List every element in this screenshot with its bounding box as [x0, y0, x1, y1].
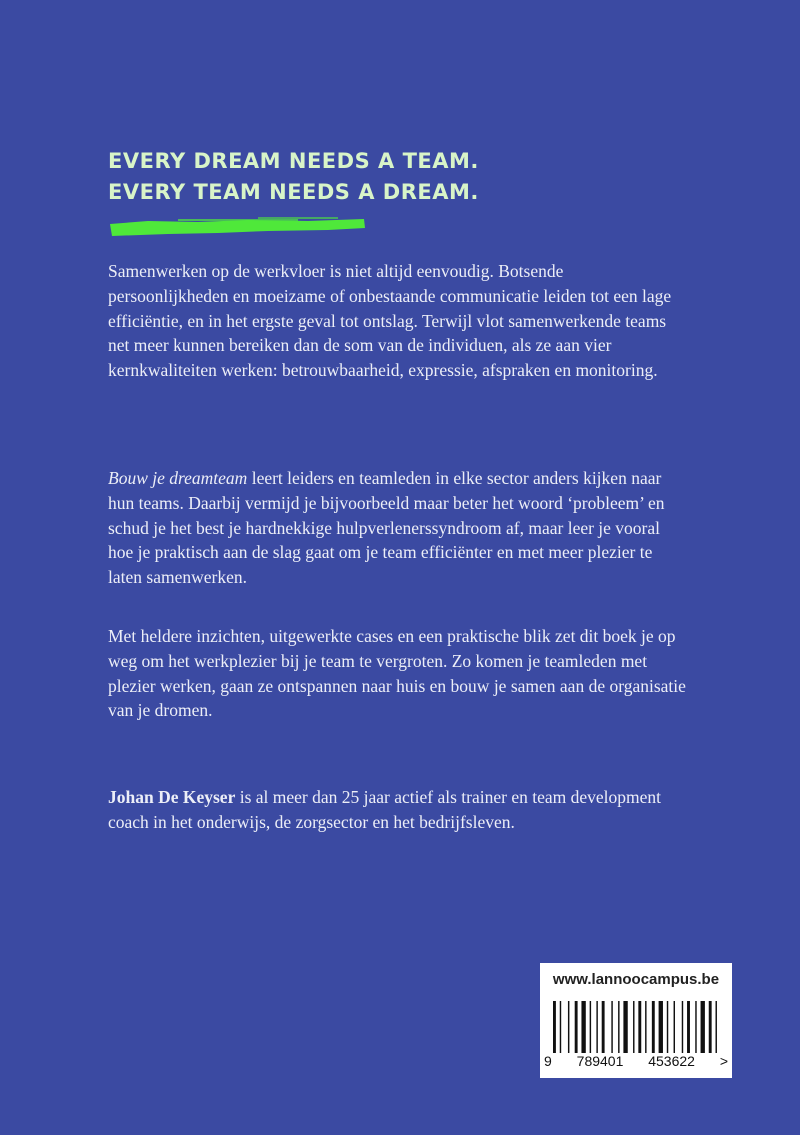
book-title: Bouw je dreamteam	[108, 468, 248, 488]
isbn-group-2: 453622	[648, 1053, 695, 1069]
paragraph-book	[108, 466, 688, 590]
paragraph-insights	[108, 624, 688, 723]
headline	[108, 146, 479, 208]
paragraph-intro-text: Samenwerken op de werkvloer is niet altijd eenvoudig. Botsende persoonlijkheden en moeizame of onbestaande communicatie leiden tot een lage efficiëntie, en in het ergste geval tot ontslag. Terwijl vlot samenwerkende teams net meer kunnen bereiken dan de som van de individuen, als ze aan vier kernkwaliteiten werken: betrouwbaarheid, expressie, afspraken en monitoring.	[108, 261, 672, 381]
paragraph-intro	[108, 259, 688, 383]
paragraph-author	[108, 785, 688, 835]
green-brush-stroke	[108, 216, 366, 238]
isbn-suffix: >	[719, 1053, 728, 1069]
isbn-prefix: 9	[544, 1053, 552, 1069]
paragraph-author-text: is al meer dan 25 jaar actief als trainer en team development coach in het onderwijs, de zorgsector en het bedrijfsleven.	[108, 787, 661, 832]
barcode-box	[540, 963, 732, 1078]
paragraph-book-text: leert leiders en teamleden in elke sector anders kijken naar hun teams. Daarbij vermijd je bijvoorbeeld maar beter het woord ‘probleem’ en schud je het best je hardnekkige hulpverlenerssyndroom af, maar leer je vooral hoe je praktisch aan de slag gaat om je team efficiënter en met meer plezier te laten samenwerken.	[108, 468, 665, 588]
isbn-number	[544, 1053, 728, 1069]
publisher-url: www.lannoocampus.be	[552, 971, 720, 988]
paragraph-insights-text: Met heldere inzichten, uitgewerkte cases en een praktische blik zet dit boek je op weg om het werkplezier bij je team te vergroten. Zo komen je teamleden met plezier werken, gaan ze ontspannen naar huis en bouw je samen aan de organisatie van je dromen.	[108, 626, 686, 721]
author-name: Johan De Keyser	[108, 787, 236, 807]
headline-line-1: EVERY DREAM NEEDS A TEAM.	[108, 149, 479, 173]
isbn-group-1: 789401	[576, 1053, 624, 1069]
headline-line-2: EVERY TEAM NEEDS A DREAM.	[108, 180, 479, 204]
barcode-image	[553, 1001, 719, 1053]
